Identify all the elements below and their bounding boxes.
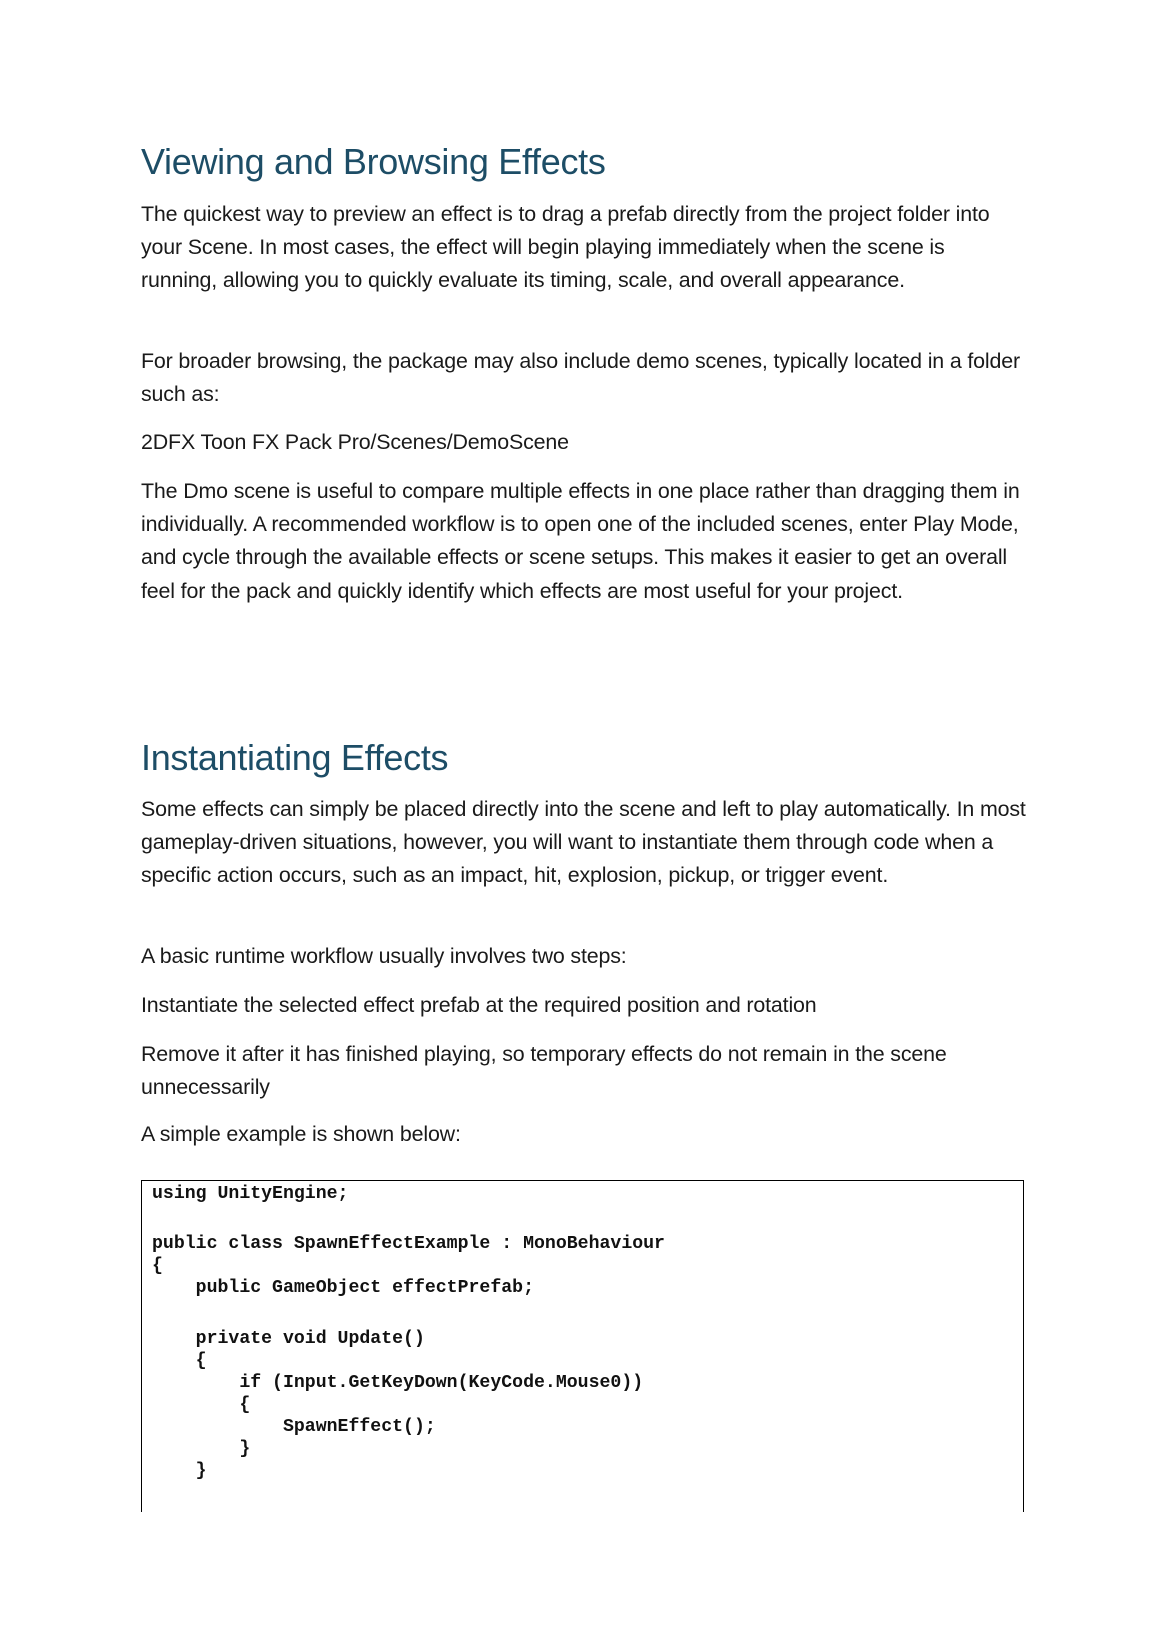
code-line: if (Input.GetKeyDown(KeyCode.Mouse0)) xyxy=(152,1373,644,1393)
paragraph-step-remove: Remove it after it has finished playing, so temporary effects do not remain in the scene unnecessarily xyxy=(141,1042,947,1100)
paragraph-instantiating-intro: Some effects can simply be placed directly into the scene and left to play automatically. In most gameplay-driven situations, however, you will want to instantiate them through code when a specific action occurs, such as an impact, hit, explosion, pickup, or trigger event. xyxy=(141,797,1026,888)
paragraph-example-intro: A simple example is shown below: xyxy=(141,1122,461,1146)
code-line: } xyxy=(152,1461,207,1481)
code-line: { xyxy=(152,1351,207,1371)
code-line: using UnityEngine; xyxy=(152,1184,349,1204)
code-line: private void Update() xyxy=(152,1329,425,1349)
section-heading-instantiating: Instantiating Effects xyxy=(141,737,449,778)
paragraph-demo-scene-usage: The Dmo scene is useful to compare multiple effects in one place rather than dragging them in individually. A recommended workflow is to open one of the included scenes, enter Play Mode, and cycle through the available effects or scene setups. This makes it easier to get an overall feel for the pack and quickly identify which effects are most useful for your project. xyxy=(141,479,1020,603)
paragraph-step-instantiate: Instantiate the selected effect prefab at the required position and rotation xyxy=(141,993,817,1017)
code-line: { xyxy=(152,1395,251,1415)
paragraph-demo-scene-path: 2DFX Toon FX Pack Pro/Scenes/DemoScene xyxy=(141,430,569,454)
section-heading-viewing: Viewing and Browsing Effects xyxy=(141,141,606,182)
paragraph-broader-browsing: For broader browsing, the package may also include demo scenes, typically located in a folder such as: xyxy=(141,349,1020,407)
code-block xyxy=(141,1180,1024,1512)
code-line: public class SpawnEffectExample : MonoBehaviour xyxy=(152,1234,665,1254)
paragraph-workflow-steps: A basic runtime workflow usually involves two steps: xyxy=(141,944,627,968)
paragraph-preview-intro: The quickest way to preview an effect is to drag a prefab directly from the project folder into your Scene. In most cases, the effect will begin playing immediately when the scene is running, allowing you to quickly evaluate its timing, scale, and overall appearance. xyxy=(141,202,990,293)
code-line: } xyxy=(152,1439,251,1459)
code-line: SpawnEffect(); xyxy=(152,1417,436,1437)
code-line: public GameObject effectPrefab; xyxy=(152,1278,534,1298)
code-line: { xyxy=(152,1256,163,1276)
